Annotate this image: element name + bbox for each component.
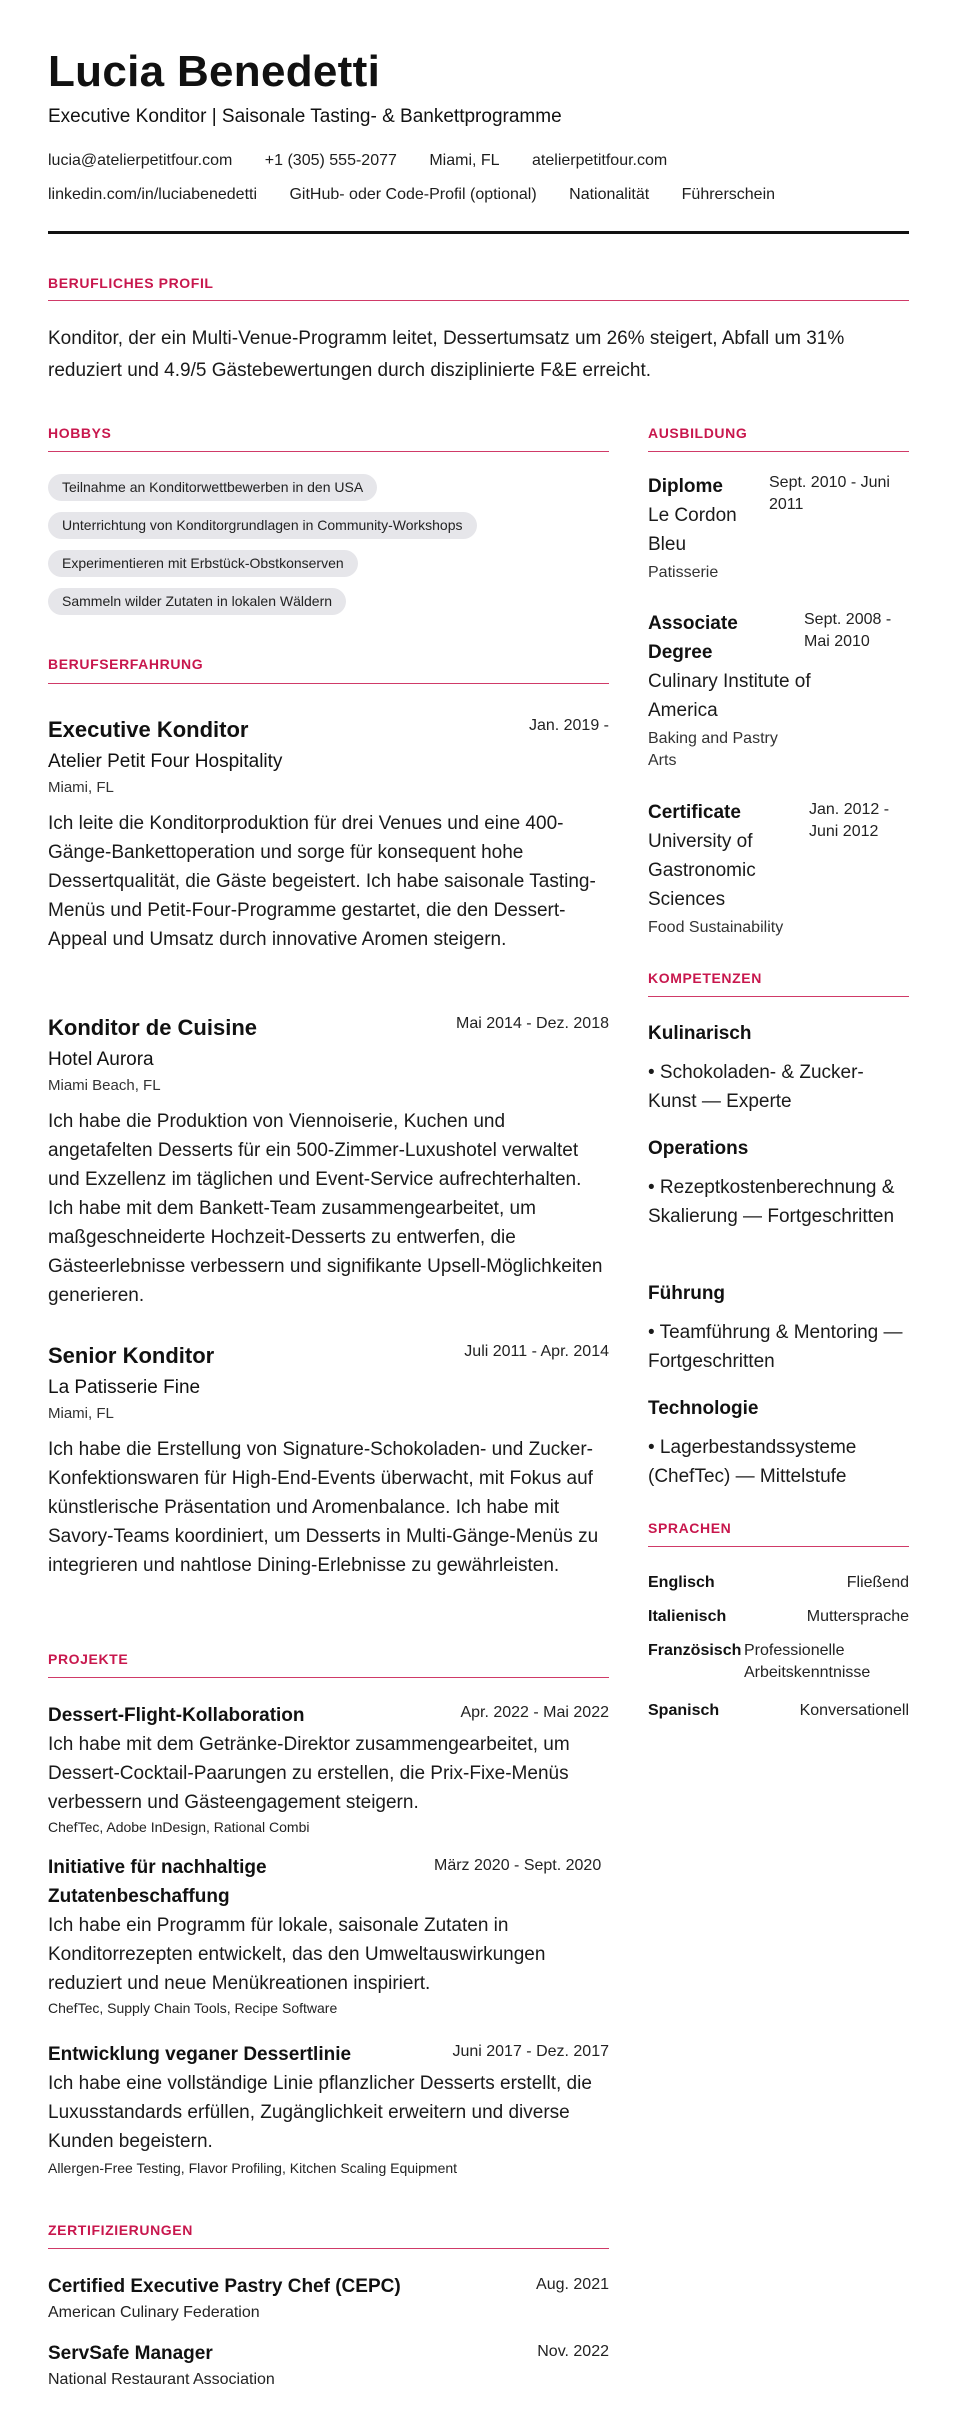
linkedin-link[interactable]: linkedin.com/in/luciabenedetti: [48, 186, 258, 203]
certification-name: Certified Executive Pastry Chef (CEPC): [48, 2276, 401, 2297]
education-field: Food Sustainability: [648, 919, 784, 936]
education-date: Jan. 2012 - Juni 2012: [809, 801, 890, 840]
location-text: Miami, FL: [429, 152, 500, 169]
certification-name: ServSafe Manager: [48, 2343, 213, 2364]
project-title: Dessert-Flight-Kollaboration: [48, 1705, 305, 1726]
hobby-tag: Sammeln wilder Zutaten in lokalen Wäldern: [48, 588, 346, 615]
drivers-license-text: Führerschein: [681, 186, 776, 203]
job-date: Juli 2011 - Apr. 2014: [464, 1343, 609, 1360]
skill-item: • Teamführung & Mentoring — Fortgeschritten: [648, 1322, 903, 1372]
section-title-profile: BERUFLICHES PROFIL: [48, 275, 214, 291]
language-level: Fließend: [846, 1574, 909, 1591]
skill-item: • Schokoladen- & Zucker-Kunst — Experte: [648, 1062, 864, 1112]
education-school: University of Gastronomic Sciences: [648, 831, 756, 910]
section-divider: [48, 1677, 609, 1678]
sidebar-column: [648, 0, 909, 2432]
project-title: Entwicklung veganer Dessertlinie: [48, 2044, 352, 2065]
language-level: Professionelle Arbeitskenntnisse: [744, 1642, 871, 1681]
section-divider: [48, 2248, 609, 2249]
job-company: Hotel Aurora: [48, 1049, 154, 1070]
job-location: Miami, FL: [48, 779, 114, 796]
education-date: Sept. 2008 - Mai 2010: [804, 611, 892, 650]
project-description: Ich habe mit dem Getränke-Direktor zusammengearbeitet, um Dessert-Cocktail-Paarungen zu erstellen, die Prix-Fixe-Menüs verbessern und Gästeengagement steigern.: [48, 1734, 570, 1813]
job-location: Miami Beach, FL: [48, 1077, 161, 1094]
project-date: Juni 2017 - Dez. 2017: [452, 2043, 609, 2060]
certification-date: Nov. 2022: [537, 2343, 609, 2360]
project-description: Ich habe ein Programm für lokale, saisonale Zutaten in Konditorrezepten entwickelt, das den Umweltauswirkungen reduziert und neue Menükreationen inspiriert.: [48, 1915, 546, 1994]
language-level: Konversationell: [799, 1702, 909, 1719]
profile-summary: Konditor, der ein Multi-Venue-Programm leitet, Dessertumsatz um 26% steigert, Abfall um 31% reduziert und 4.9/5 Gästebewertungen durch disziplinierte F&E erreicht.: [48, 328, 845, 381]
education-degree: Diplome: [648, 476, 723, 497]
website-link[interactable]: atelierpetitfour.com: [532, 152, 668, 169]
education-school: Culinary Institute of America: [648, 671, 811, 721]
education-date: Sept. 2010 - Juni 2011: [769, 474, 890, 513]
education-degree: Certificate: [648, 802, 741, 823]
project-title: Initiative für nachhaltige Zutatenbeschaffung: [48, 1857, 267, 1907]
project-description: Ich habe eine vollständige Linie pflanzlicher Desserts erstellt, die Luxusstandards erfüllen, Zugänglichkeit erweitern und diverse Kunden begeistern.: [48, 2073, 592, 2152]
language-name: Französisch: [648, 1642, 742, 1659]
candidate-name: Lucia Benedetti: [48, 47, 381, 96]
hobby-tag: Experimentieren mit Erbstück-Obstkonserven: [48, 550, 358, 577]
certification-org: American Culinary Federation: [48, 2304, 260, 2321]
section-title-hobbies: HOBBYS: [48, 425, 112, 441]
job-date: Jan. 2019 -: [528, 717, 609, 734]
job-title: Senior Konditor: [48, 1343, 215, 1368]
section-title-experience: BERUFSERFAHRUNG: [48, 656, 204, 672]
job-location: Miami, FL: [48, 1405, 114, 1422]
section-title-projects: PROJEKTE: [48, 1651, 129, 1667]
hobby-tag: Unterrichtung von Konditorgrundlagen in Community-Workshops: [48, 512, 477, 539]
project-date: Apr. 2022 - Mai 2022: [460, 1704, 609, 1721]
nationality-text: Nationalität: [569, 186, 650, 203]
hobby-tag: Teilnahme an Konditorwettbewerben in den USA: [48, 474, 377, 501]
certification-date: Aug. 2021: [536, 2276, 609, 2293]
project-tech: Allergen-Free Testing, Flavor Profiling, Kitchen Scaling Equipment: [48, 2160, 458, 2176]
section-divider: [48, 451, 609, 452]
phone-text: +1 (305) 555-2077: [264, 152, 397, 169]
education-degree: Associate Degree: [648, 613, 738, 663]
section-divider: [648, 451, 909, 452]
certification-org: National Restaurant Association: [48, 2371, 275, 2388]
language-name: Englisch: [648, 1574, 715, 1591]
headline: Executive Konditor | Saisonale Tasting- & Bankettprogramme: [48, 106, 562, 127]
section-title-certifications: ZERTIFIZIERUNGEN: [48, 2222, 193, 2238]
education-school: Le Cordon Bleu: [648, 505, 737, 555]
skill-category: Führung: [648, 1283, 726, 1304]
section-divider: [648, 1546, 909, 1547]
language-name: Spanisch: [648, 1702, 720, 1719]
main-column: [48, 0, 609, 2432]
github-profile-text: GitHub- oder Code-Profil (optional): [289, 186, 537, 203]
skill-category: Kulinarisch: [648, 1023, 752, 1044]
language-name: Italienisch: [648, 1608, 727, 1625]
project-date: März 2020 - Sept. 2020: [434, 1857, 602, 1874]
job-description: Ich habe die Erstellung von Signature-Schokoladen- und Zucker-Konfektionswaren für High-End-Events überwacht, mit Fokus auf künstlerische Präsentation und Aromenbalance. Ich habe mit Savory-Teams koordiniert, um Desserts in Multi-Gänge-Menüs zu integrieren und nahtlose Dining-Erlebnisse zu gewährleisten.: [48, 1439, 599, 1576]
section-divider: [648, 996, 909, 997]
language-level: Muttersprache: [806, 1608, 909, 1625]
email-link[interactable]: lucia@atelierpetitfour.com: [48, 152, 233, 169]
section-title-education: AUSBILDUNG: [648, 425, 748, 441]
job-title: Executive Konditor: [48, 717, 249, 742]
project-tech: ChefTec, Adobe InDesign, Rational Combi: [48, 1819, 310, 1835]
skill-item: • Lagerbestandssysteme (ChefTec) — Mittelstufe: [648, 1437, 857, 1487]
skill-item: • Rezeptkostenberechnung & Skalierung — Fortgeschritten: [648, 1177, 895, 1227]
job-description: Ich leite die Konditorproduktion für drei Venues und eine 400-Gänge-Bankettoperation und sorge für konsequent hohe Dessertqualität, die Gäste begeistert. Ich habe saisonale Tasting-Menüs und Petit-Four-Programme gestartet, die den Dessert-Appeal und Umsatz durch innovative Aromen steigern.: [48, 813, 596, 950]
section-title-languages: SPRACHEN: [648, 1520, 732, 1536]
section-divider: [48, 683, 609, 684]
section-title-skills: KOMPETENZEN: [648, 970, 762, 986]
job-title: Konditor de Cuisine: [48, 1015, 257, 1040]
job-company: Atelier Petit Four Hospitality: [48, 751, 283, 772]
skill-category: Operations: [648, 1138, 749, 1159]
project-tech: ChefTec, Supply Chain Tools, Recipe Software: [48, 2000, 338, 2016]
education-field: Baking and Pastry Arts: [648, 730, 778, 769]
job-description: Ich habe die Produktion von Viennoiserie, Kuchen und angetafelten Desserts für ein 500-Zimmer-Luxushotel verwaltet und Exzellenz im täglichen und Event-Service aufrechterhalten. Ich habe mit dem Bankett-Team zusammengearbeitet, um maßgeschneiderte Hochzeit-Desserts zu entwerfen, die Gästeerlebnisse verbessern und signifikante Upsell-Möglichkeiten generieren.: [48, 1111, 603, 1306]
education-field: Patisserie: [648, 564, 719, 581]
job-company: La Patisserie Fine: [48, 1377, 201, 1398]
skill-category: Technologie: [648, 1398, 759, 1419]
job-date: Mai 2014 - Dez. 2018: [456, 1015, 609, 1032]
